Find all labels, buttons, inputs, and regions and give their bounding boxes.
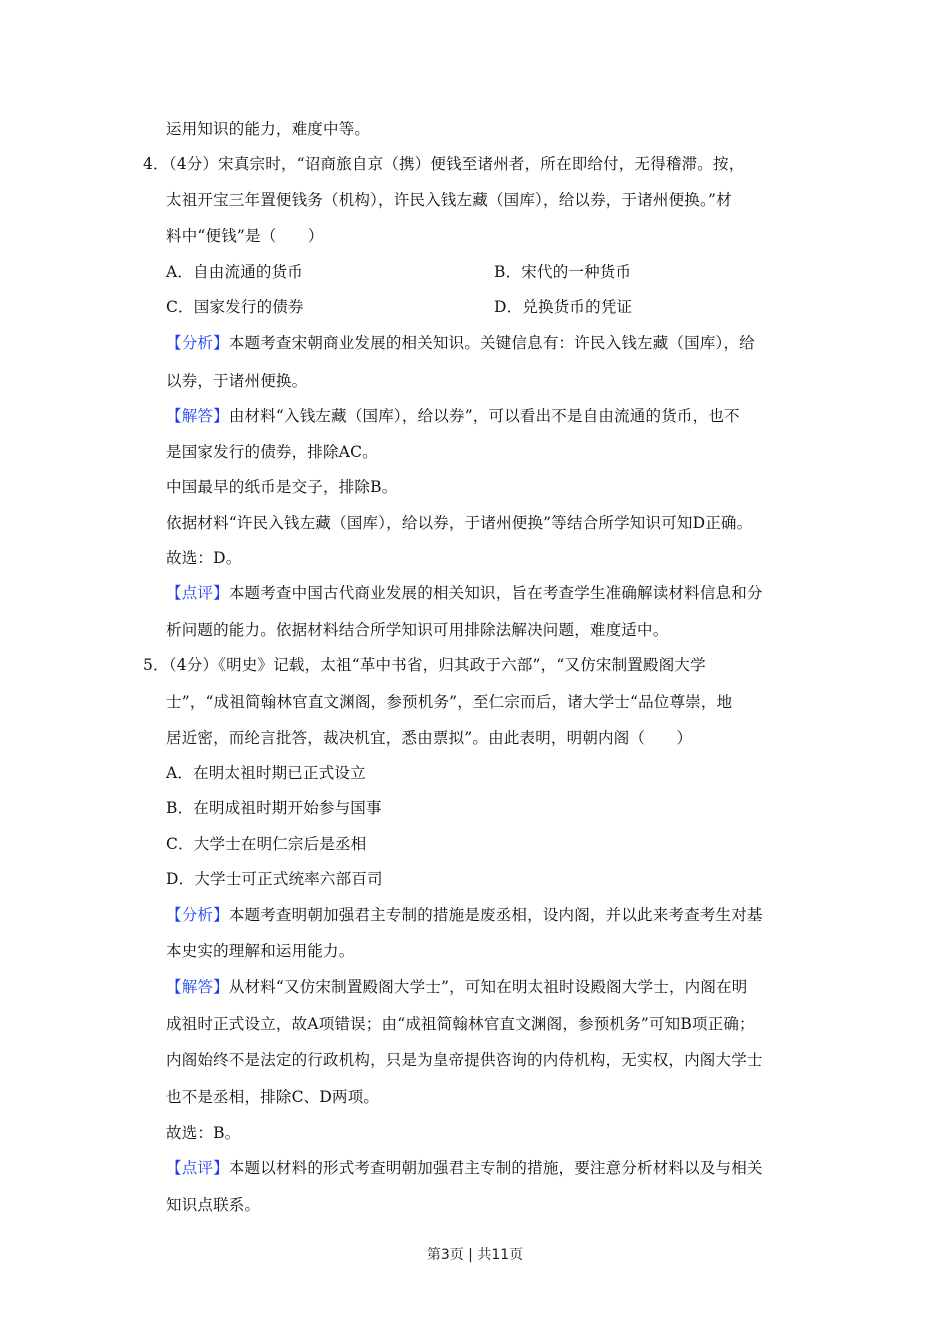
- q4-answer: 【解答】由材料“入钱左藏（国库），给以券”，可以看出不是自由流通的货币，也不: [166, 407, 740, 425]
- q5-analysis: 【分析】本题考查明朝加强君主专制的措施是废丞相，设内阁，并以此来考查考生对基: [166, 906, 763, 924]
- question-4-stem-line-1: 4．（4分）宋真宗时，“诏商旅自京（携）便钱至诸州者，所在即给付，无得稽滞。按，: [143, 155, 745, 173]
- q4-option-c: C．国家发行的债券: [166, 298, 304, 316]
- analysis-label: 【分析】: [166, 334, 229, 352]
- question-5-stem-line-3: 居近密，而纶言批答，裁决机宜，悉由票拟”。由此表明，明朝内阁（ ）: [166, 729, 693, 747]
- q4-answer-line-4: 依据材料“许民入钱左藏（国库），给以券，于诸州便换”等结合所学知识可知D正确。: [166, 514, 753, 532]
- q4-answer-line-3: 中国最早的纸币是交子，排除B。: [166, 478, 398, 496]
- question-number: 4．: [143, 155, 169, 173]
- q4-option-b: B．宋代的一种货币: [494, 263, 632, 281]
- question-4-stem-line-3: 料中“便钱”是（ ）: [166, 227, 324, 245]
- q5-answer-line-4: 也不是丞相，排除C、D两项。: [166, 1088, 380, 1106]
- prev-question-tail: 运用知识的能力，难度中等。: [166, 120, 371, 138]
- analysis-label: 【分析】: [166, 906, 229, 924]
- q4-comment: 【点评】本题考查中国古代商业发展的相关知识，旨在考查学生准确解读材料信息和分: [166, 584, 763, 602]
- q4-answer-line-2: 是国家发行的债券，排除AC。: [166, 443, 378, 461]
- q5-option-d: D．大学士可正式统率六部百司: [166, 870, 383, 888]
- q4-option-d: D．兑换货币的凭证: [494, 298, 633, 316]
- q4-analysis: 【分析】本题考查宋朝商业发展的相关知识。关键信息有：许民入钱左藏（国库），给: [166, 334, 755, 352]
- q5-option-a: A．在明太祖时期已正式设立: [166, 764, 366, 782]
- q5-analysis-line-2: 本史实的理解和运用能力。: [166, 942, 355, 960]
- q4-analysis-line-2: 以券，于诸州便换。: [166, 372, 308, 390]
- q4-comment-line-2: 析问题的能力。依据材料结合所学知识可用排除法解决问题，难度适中。: [166, 621, 669, 639]
- q5-answer-line-2: 成祖时正式设立，故A项错误；由“成祖简翰林官直文渊阁，参预机务”可知B项正确；: [166, 1015, 755, 1033]
- q5-answer-line-3: 内阁始终不是法定的行政机构，只是为皇帝提供咨询的内侍机构，无实权，内阁大学士: [166, 1051, 763, 1069]
- q4-option-a: A．自由流通的货币: [166, 263, 303, 281]
- q5-answer-choice: 故选：B。: [166, 1124, 241, 1142]
- question-4-stem-line-2: 太祖开宝三年置便钱务（机构），许民入钱左藏（国库），给以券，于诸州便换。”材: [166, 191, 732, 209]
- page-footer: 第3页 | 共11页: [426, 1247, 524, 1263]
- question-5-stem-line-2: 士”，“成祖简翰林官直文渊阁，参预机务”，至仁宗而后，诸大学士“品位尊崇，地: [166, 693, 733, 711]
- answer-label: 【解答】: [166, 407, 229, 425]
- q5-comment: 【点评】本题以材料的形式考查明朝加强君主专制的措施，要注意分析材料以及与相关: [166, 1159, 763, 1177]
- answer-label: 【解答】: [166, 978, 229, 996]
- q5-answer: 【解答】从材料“又仿宋制置殿阁大学士”，可知在明太祖时设殿阁大学士，内阁在明: [166, 978, 748, 996]
- comment-label: 【点评】: [166, 1159, 229, 1177]
- question-5-stem-line-1: 5．（4分）《明史》记载，太祖“革中书省，归其政于六部”，“又仿宋制置殿阁大学: [143, 656, 706, 674]
- q5-comment-line-2: 知识点联系。: [166, 1196, 261, 1214]
- q4-answer-choice: 故选：D。: [166, 549, 242, 567]
- comment-label: 【点评】: [166, 584, 229, 602]
- q5-option-c: C．大学士在明仁宗后是丞相: [166, 835, 367, 853]
- q5-option-b: B．在明成祖时期开始参与国事: [166, 799, 382, 817]
- question-number: 5．: [143, 656, 169, 674]
